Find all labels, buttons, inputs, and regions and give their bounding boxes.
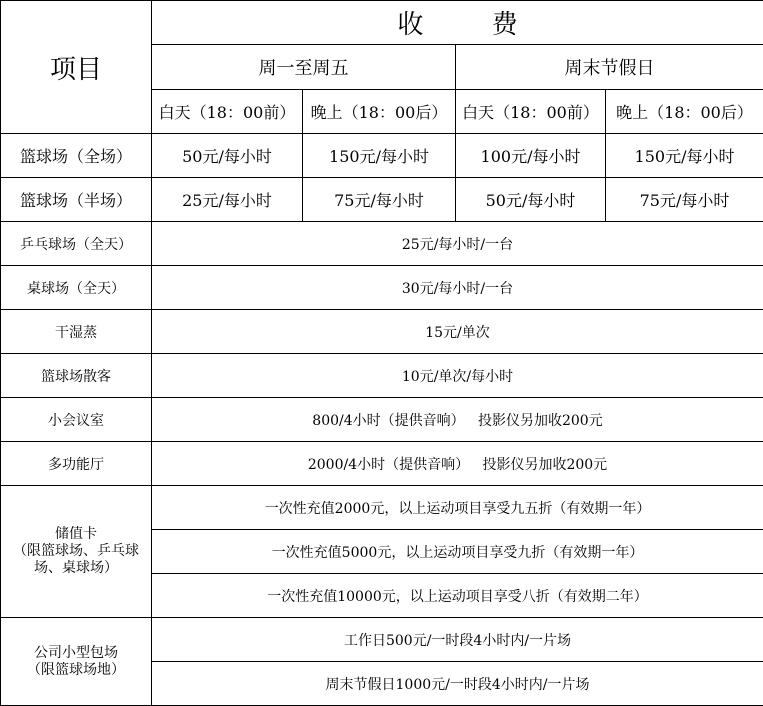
table-row xyxy=(1,442,763,486)
price-cell: 75元/每小时 xyxy=(303,178,456,222)
row-label: 篮球场（半场） xyxy=(1,178,152,222)
price-cell: 50元/每小时 xyxy=(152,134,303,178)
table-row xyxy=(1,486,763,530)
weekend-night-header: 晚上（18：00后） xyxy=(606,90,763,134)
weekday-night-header: 晚上（18：00后） xyxy=(303,90,456,134)
row-label: 干湿蒸 xyxy=(1,310,152,354)
table-row xyxy=(1,310,763,354)
price-cell: 15元/单次 xyxy=(152,310,763,354)
card-option: 一次性充值5000元，以上运动项目享受九折（有效期一年） xyxy=(152,530,763,574)
item-header: 项目 xyxy=(1,1,152,134)
price-cell: 150元/每小时 xyxy=(606,134,763,178)
company-booking-label xyxy=(1,618,152,706)
table-row xyxy=(1,354,763,398)
stored-value-card-label xyxy=(1,486,152,618)
price-cell: 2000/4小时（提供音响） 投影仪另加收200元 xyxy=(152,442,763,486)
company-option: 工作日500元/一时段4小时内/一片场 xyxy=(152,618,763,662)
weekday-header: 周一至周五 xyxy=(152,45,456,90)
table-row xyxy=(1,266,763,310)
row-label: 桌球场（全天） xyxy=(1,266,152,310)
row-label: 乒乓球场（全天） xyxy=(1,222,152,266)
price-cell: 25元/每小时/一台 xyxy=(152,222,763,266)
row-label: 小会议室 xyxy=(1,398,152,442)
card-option: 一次性充值10000元，以上运动项目享受八折（有效期二年） xyxy=(152,574,763,618)
price-cell: 150元/每小时 xyxy=(303,134,456,178)
row-label: 篮球场散客 xyxy=(1,354,152,398)
price-cell: 25元/每小时 xyxy=(152,178,303,222)
company-name: 公司小型包场 xyxy=(34,644,118,661)
fee-header: 收 费 xyxy=(152,1,763,45)
card-name: 储值卡 xyxy=(55,526,97,542)
price-cell: 800/4小时（提供音响） 投影仪另加收200元 xyxy=(152,398,763,442)
weekday-day-header: 白天（18：00前） xyxy=(152,90,303,134)
card-option: 一次性充值2000元，以上运动项目享受九五折（有效期一年） xyxy=(152,486,763,530)
price-cell: 100元/每小时 xyxy=(456,134,606,178)
price-cell: 30元/每小时/一台 xyxy=(152,266,763,310)
row-label: 篮球场（全场） xyxy=(1,134,152,178)
price-cell: 50元/每小时 xyxy=(456,178,606,222)
company-note: （限篮球场地） xyxy=(27,661,125,678)
table-row xyxy=(1,618,763,662)
price-cell: 75元/每小时 xyxy=(606,178,763,222)
row-label: 多功能厅 xyxy=(1,442,152,486)
price-cell: 10元/单次/每小时 xyxy=(152,354,763,398)
table-row xyxy=(1,222,763,266)
weekend-day-header: 白天（18：00前） xyxy=(456,90,606,134)
company-option: 周末节假日1000元/一时段4小时内/一片场 xyxy=(152,662,763,706)
table-row xyxy=(1,178,763,222)
card-note: （限篮球场、乒乓球场、桌球场） xyxy=(13,543,139,576)
weekend-header: 周末节假日 xyxy=(456,45,763,90)
table-row xyxy=(1,398,763,442)
table-row xyxy=(1,134,763,178)
